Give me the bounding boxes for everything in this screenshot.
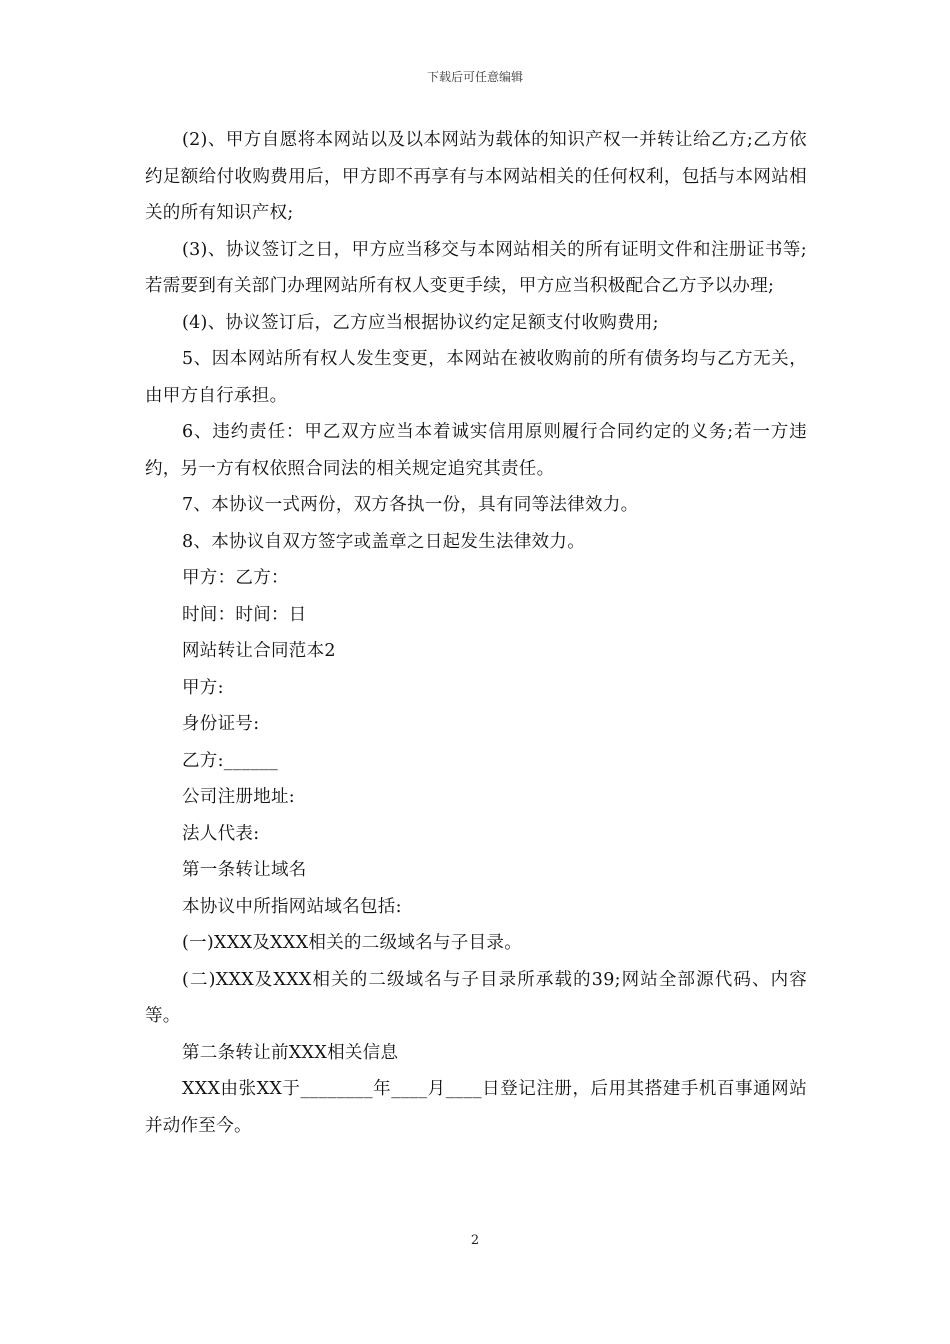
page-header: 下载后可任意编辑 <box>426 70 523 84</box>
id-number-label: 身份证号: <box>182 714 260 734</box>
article-2-body: XXX由张XX于________年____月____日登记注册，后用其搭建手机百事通网站并动作至今。 <box>145 1079 807 1136</box>
party-a-label: 甲方: <box>182 677 224 698</box>
article-1-item-1: (一)XXX及XXX相关的二级域名与子目录。 <box>182 933 523 953</box>
paragraph-clause-2: (2)、甲方自愿将本网站以及以本网站为载体的知识产权一并转让给乙方;乙方依约足额给付收购费用后，甲方即不再享有与本网站相关的任何权利，包括与本网站相关的所有知识产权; <box>145 130 807 223</box>
signature-time-line: 时间：时间：日 <box>182 604 307 625</box>
paragraph-clause-3: (3)、协议签订之日，甲方应当移交与本网站相关的所有证明文件和注册证书等;若需要到有关部门办理网站所有权人变更手续，甲方应当积极配合乙方予以办理; <box>145 239 807 296</box>
paragraph-item-5: 5、因本网站所有权人发生变更，本网站在被收购前的所有债务均与乙方无关，由甲方自行承担。 <box>145 349 807 406</box>
signature-parties-line: 甲方：乙方： <box>182 568 289 588</box>
section-title-template-2: 网站转让合同范本2 <box>182 641 336 661</box>
document-body <box>145 122 807 1144</box>
paragraph-item-7: 7、本协议一式两份，双方各执一份，具有同等法律效力。 <box>182 495 639 515</box>
page-number: 2 <box>470 1233 480 1248</box>
paragraph-item-6: 6、违约责任：甲乙双方应当本着诚实信用原则履行合同约定的义务;若一方违约，另一方有权依照合同法的相关规定追究其责任。 <box>145 422 807 479</box>
article-1-heading: 第一条转让域名 <box>182 860 307 880</box>
paragraph-clause-4: (4)、协议签订后，乙方应当根据协议约定足额支付收购费用; <box>182 312 659 333</box>
paragraph-item-8: 8、本协议自双方签字或盖章之日起发生法律效力。 <box>182 531 586 552</box>
legal-representative-label: 法人代表: <box>182 823 260 844</box>
article-2-heading: 第二条转让前XXX相关信息 <box>182 1042 399 1063</box>
article-1-intro: 本协议中所指网站域名包括: <box>182 896 402 917</box>
company-address-label: 公司注册地址: <box>182 787 295 807</box>
article-1-item-2: (二)XXX及XXX相关的二级域名与子目录所承载的39;网站全部源代码、内容等。 <box>145 969 807 1026</box>
party-b-label: 乙方:______ <box>182 750 279 771</box>
